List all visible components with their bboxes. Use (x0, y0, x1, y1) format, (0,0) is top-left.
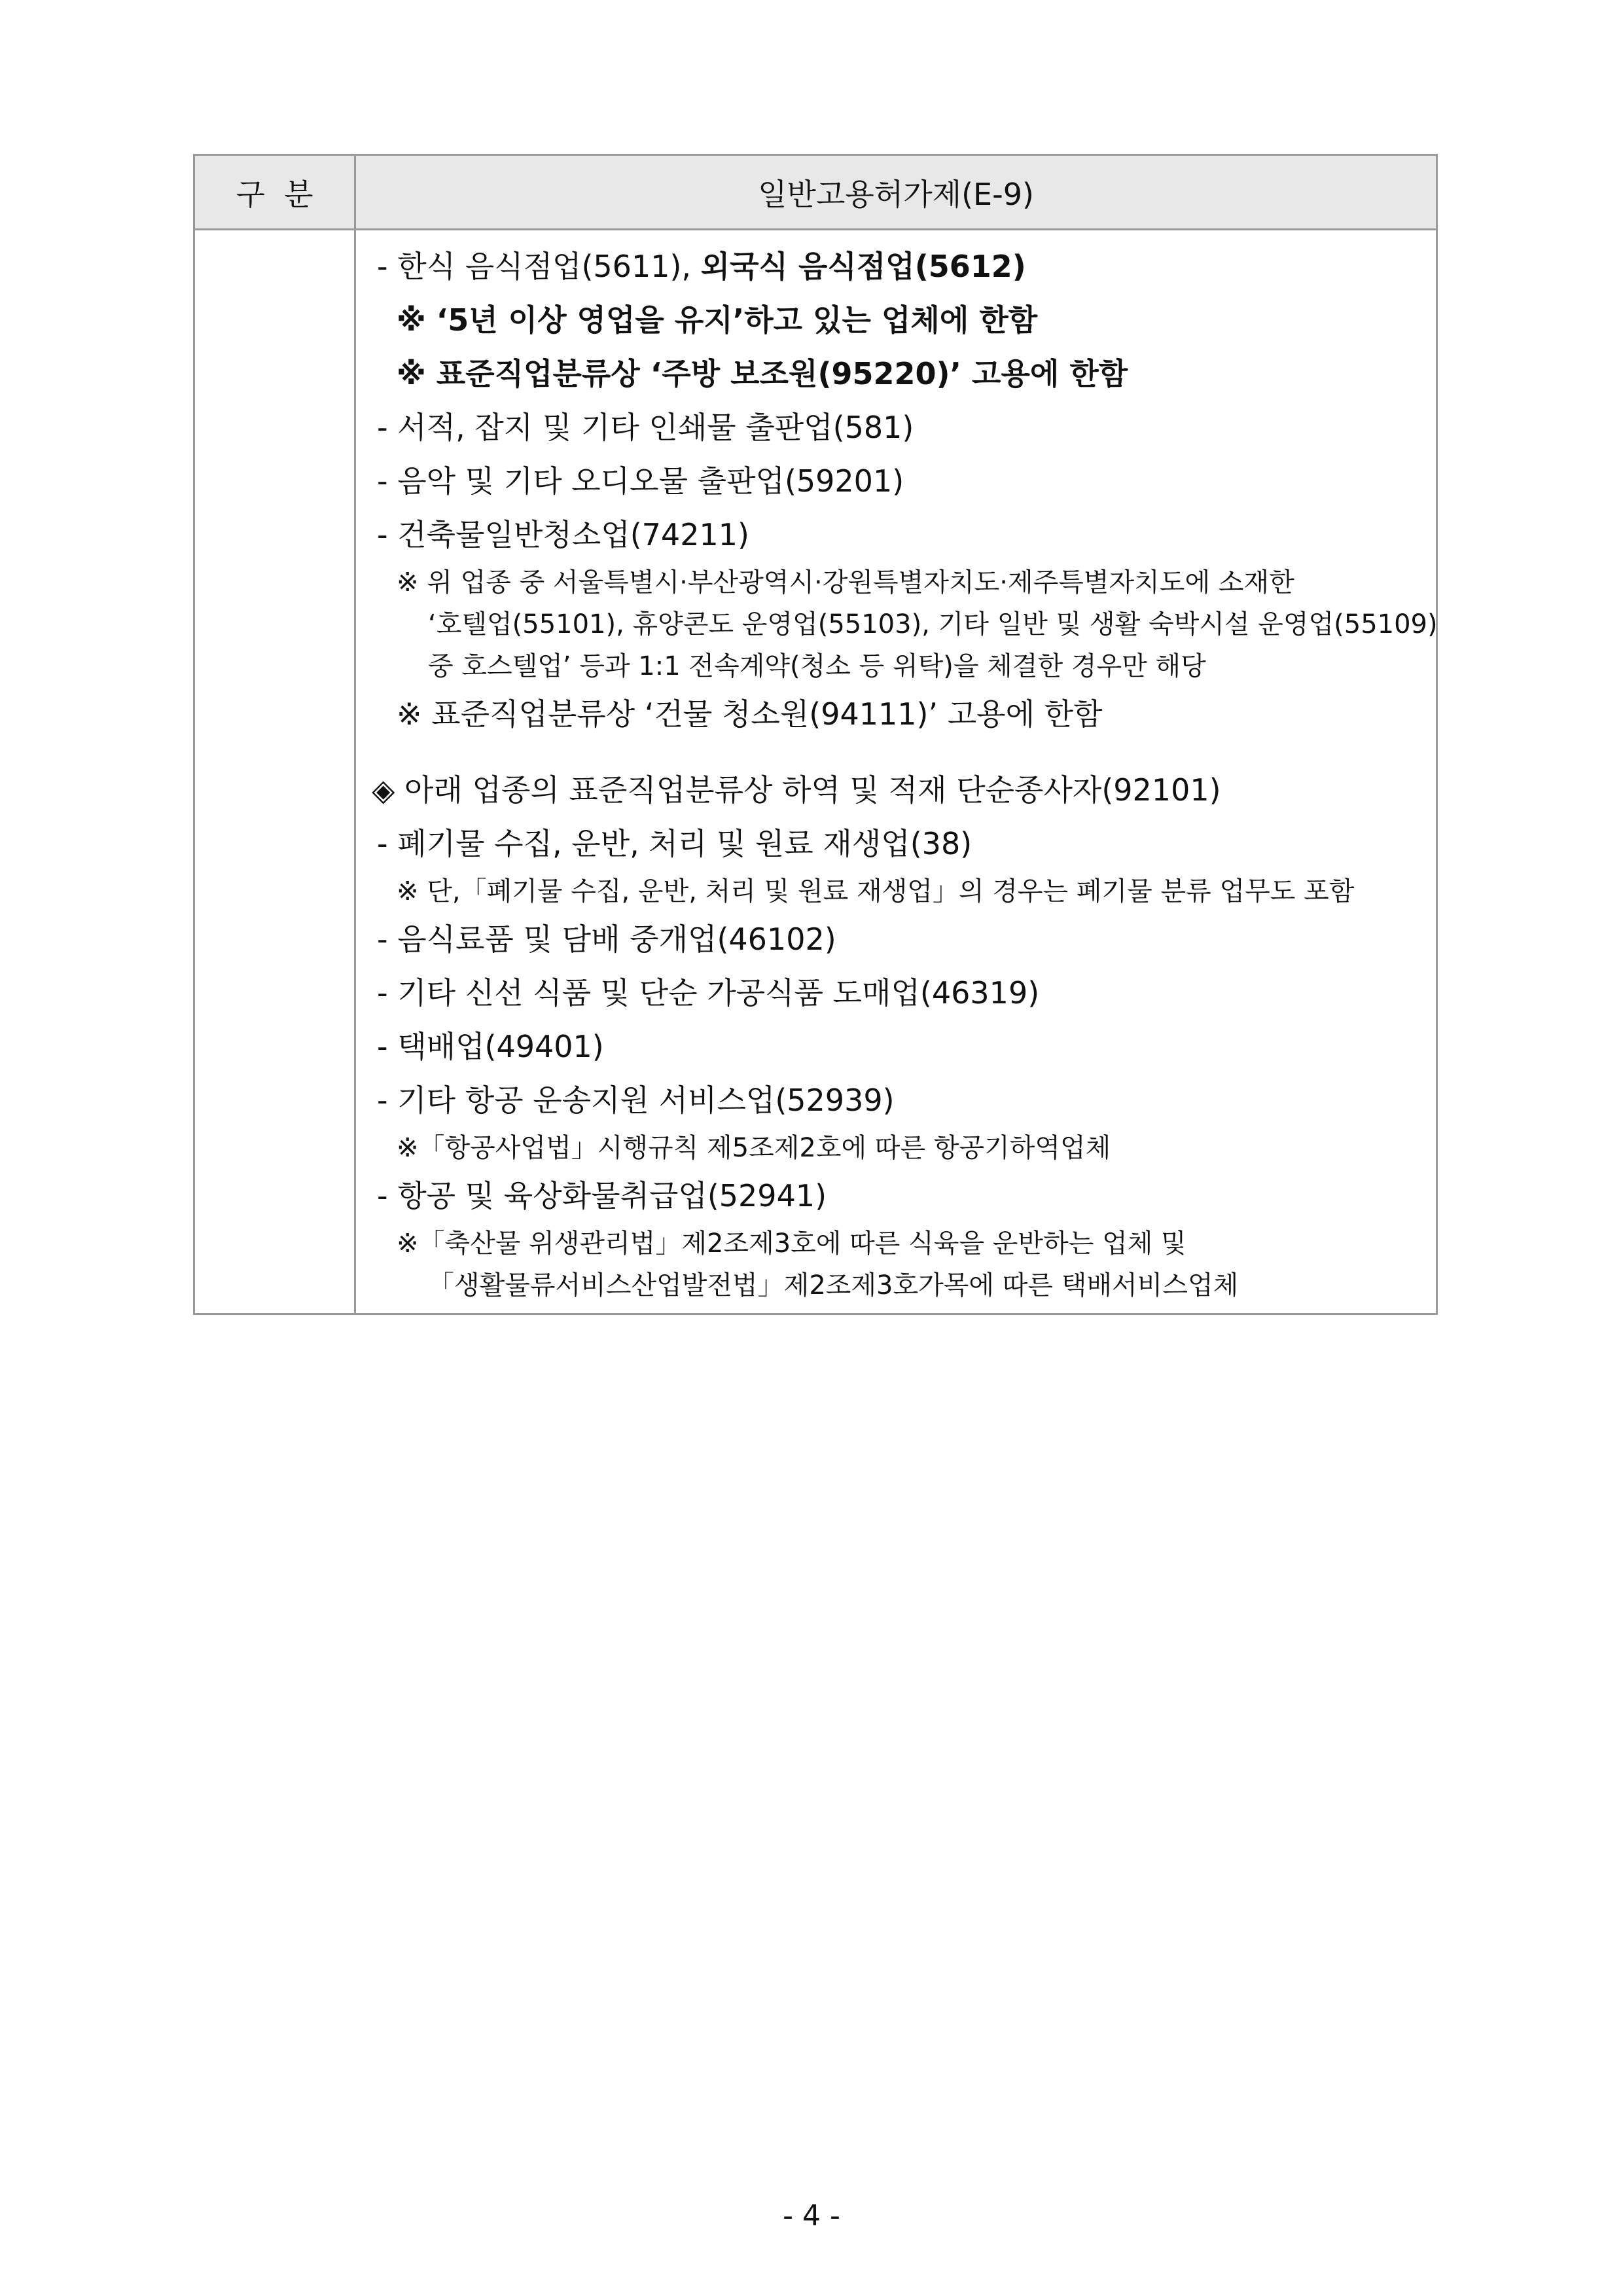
list-item (372, 293, 1429, 347)
category-cell (194, 230, 355, 1314)
list-item-text: ※「축산물 위생관리법」제2조제3호에 따른 식육을 운반하는 업체 및 (397, 1229, 1186, 1259)
list-item (372, 1073, 1429, 1127)
list-item-text: - 항공 및 육상화물취급업(52941) (377, 1178, 827, 1213)
list-item (372, 562, 1429, 603)
list-item (372, 1020, 1429, 1073)
list-item (372, 454, 1429, 508)
list-item-text: ※ 표준직업분류상 ‘주방 보조원(95220)’ 고용에 한함 (397, 356, 1128, 391)
list-item (372, 645, 1429, 687)
list-item-text: 외국식 음식점업(5612) (700, 249, 1026, 284)
list-item-text: - 기타 항공 운송지원 서비스업(52939) (377, 1083, 895, 1118)
list-item-text: ‘호텔업(55101), 휴양콘도 운영업(55103), 기타 일반 및 생활 숙박시설 운영업(55109) (428, 609, 1438, 639)
list-item (372, 1223, 1429, 1265)
list-item (372, 966, 1429, 1020)
list-item (372, 1265, 1429, 1306)
header-category: 구 분 (194, 155, 355, 230)
list-item-text: ※「항공사업법」시행규칙 제5조제2호에 따른 항공기하역업체 (397, 1133, 1111, 1163)
industry-list (356, 230, 1436, 1313)
list-item (372, 912, 1429, 966)
list-item (372, 1127, 1429, 1169)
list-item (372, 240, 1429, 293)
list-item-text: ※ ‘5년 이상 영업을 유지’하고 있는 업체에 한함 (397, 302, 1038, 338)
list-item-text: ※ 단,「폐기물 수집, 운반, 처리 및 원료 재생업」의 경우는 폐기물 분류 업무도 포함 (397, 876, 1355, 906)
list-item-text: ◈ 아래 업종의 표준직업분류상 하역 및 적재 단순종사자(92101) (372, 772, 1221, 808)
list-item-text: ※ 표준직업분류상 ‘건물 청소원(94111)’ 고용에 한함 (397, 696, 1103, 732)
list-item-text: - 기타 신선 식품 및 단순 가공식품 도매업(46319) (377, 975, 1040, 1011)
list-item (372, 347, 1429, 401)
list-item-text: - 서적, 잡지 및 기타 인쇄물 출판업(581) (377, 410, 914, 445)
list-item (372, 870, 1429, 912)
list-item (372, 603, 1438, 645)
list-item-text: ※ 위 업종 중 서울특별시·부산광역시·강원특별자치도·제주특별자치도에 소재한 (397, 567, 1294, 598)
spacer (372, 741, 1429, 763)
list-item-text: - 폐기물 수집, 운반, 처리 및 원료 재생업(38) (377, 826, 972, 861)
list-item-text: - 건축물일반청소업(74211) (377, 517, 749, 552)
list-item (372, 817, 1429, 870)
list-item (372, 401, 1429, 454)
list-item (372, 1169, 1429, 1223)
list-item (372, 508, 1429, 562)
list-item-text: - 택배업(49401) (377, 1029, 604, 1064)
table-header-row (194, 155, 1437, 230)
list-item-text: - 한식 음식점업(5611), (377, 249, 701, 284)
header-general-employment-permit: 일반고용허가제(E-9) (355, 155, 1437, 230)
page-number: - 4 - (783, 2199, 840, 2233)
list-item-text: 중 호스텔업’ 등과 1:1 전속계약(청소 등 위탁)을 체결한 경우만 해당 (428, 651, 1206, 681)
list-item (372, 687, 1429, 741)
list-item-text: 「생활물류서비스산업발전법」제2조제3호가목에 따른 택배서비스업체 (428, 1270, 1239, 1300)
list-item-text: - 음악 및 기타 오디오물 출판업(59201) (377, 463, 904, 499)
content-cell (355, 230, 1437, 1314)
table-body-row (194, 230, 1437, 1314)
list-item-text: - 음식료품 및 담배 중개업(46102) (377, 922, 836, 957)
industry-table (193, 154, 1438, 1315)
list-item (372, 763, 1429, 817)
